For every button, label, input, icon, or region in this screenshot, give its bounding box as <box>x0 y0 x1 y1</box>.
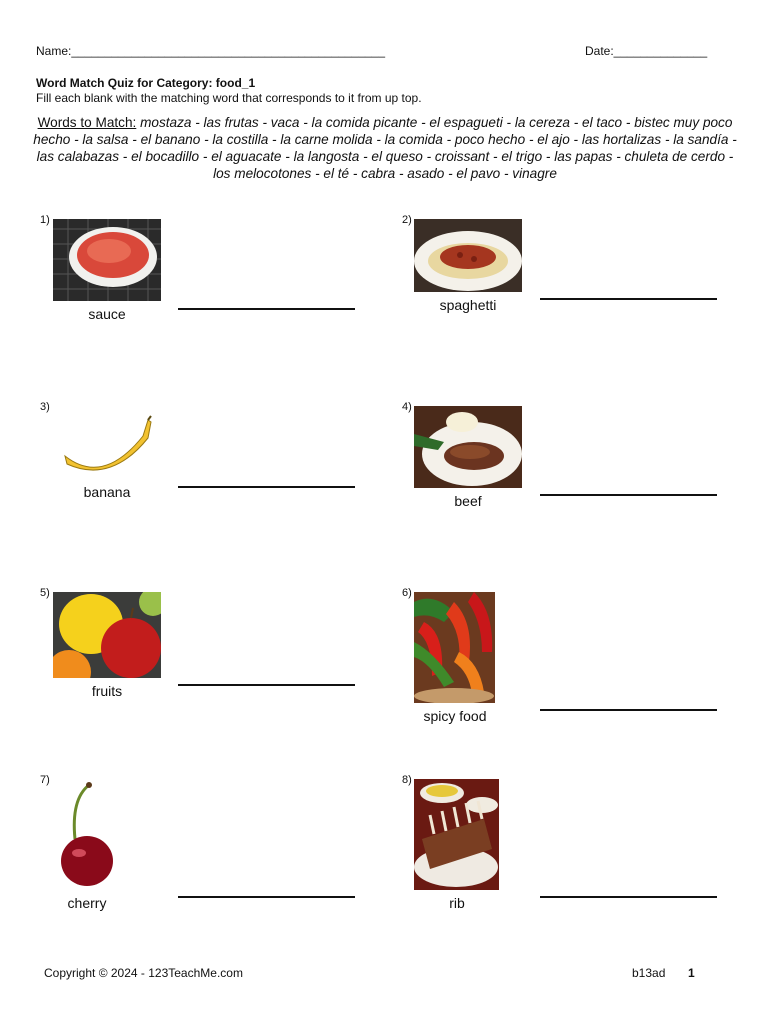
item-caption: fruits <box>91 683 123 699</box>
answer-blank[interactable] <box>178 684 355 686</box>
item-caption: spicy food <box>423 708 487 724</box>
item-number: 1) <box>40 214 50 226</box>
chili-peppers-photo <box>414 592 495 703</box>
item-caption: sauce <box>88 306 126 322</box>
answer-blank[interactable] <box>540 298 717 300</box>
instructions: Fill each blank with the matching word that corresponds to it from up top. <box>36 91 422 105</box>
item-number: 5) <box>40 587 50 599</box>
item-number: 2) <box>402 214 412 226</box>
name-field: Name:_______________________________________________ <box>36 44 386 58</box>
rib-roast-photo <box>414 779 499 890</box>
item-number: 8) <box>402 774 412 786</box>
copyright: Copyright © 2024 - 123TeachMe.com <box>44 966 243 980</box>
answer-blank[interactable] <box>540 896 717 898</box>
item-number: 4) <box>402 401 412 413</box>
answer-blank[interactable] <box>178 896 355 898</box>
page-number: 1 <box>688 966 695 980</box>
answer-blank[interactable] <box>540 494 717 496</box>
word-bank-label: Words to Match: <box>37 115 137 130</box>
answer-blank[interactable] <box>178 308 355 310</box>
date-field: Date:______________ <box>585 44 708 58</box>
salsa-bowl-photo <box>53 219 161 301</box>
item-number: 3) <box>40 401 50 413</box>
banana-photo <box>53 406 161 479</box>
quiz-title: Word Match Quiz for Category: food_1 <box>36 76 256 90</box>
item-number: 7) <box>40 774 50 786</box>
beef-plate-photo <box>414 406 522 488</box>
item-caption: beef <box>454 493 482 509</box>
item-caption: banana <box>83 484 131 500</box>
spaghetti-plate-photo <box>414 219 522 292</box>
item-caption: spaghetti <box>439 297 497 313</box>
fruits-photo <box>53 592 161 678</box>
word-bank-list: mostaza - las frutas - vaca - la comida picante - el espagueti - la cereza - el taco - bistec muy poco hecho - la salsa - el banano - la costilla - la carne molida - la comida - poco hecho - el ajo - las hortalizas - la sandía - las calabazas - el bocadillo - el aguacate - la langosta - el queso - croissant - el trigo - las papas - chuleta de cerdo - los melocotones - el té - cabra - asado - el pavo - vinagre <box>33 115 737 181</box>
item-caption: rib <box>449 895 465 911</box>
answer-blank[interactable] <box>540 709 717 711</box>
cherry-photo <box>53 779 120 890</box>
item-number: 6) <box>402 587 412 599</box>
answer-blank[interactable] <box>178 486 355 488</box>
doc-code: b13ad <box>632 966 666 980</box>
item-caption: cherry <box>67 895 107 911</box>
word-bank <box>32 114 738 182</box>
